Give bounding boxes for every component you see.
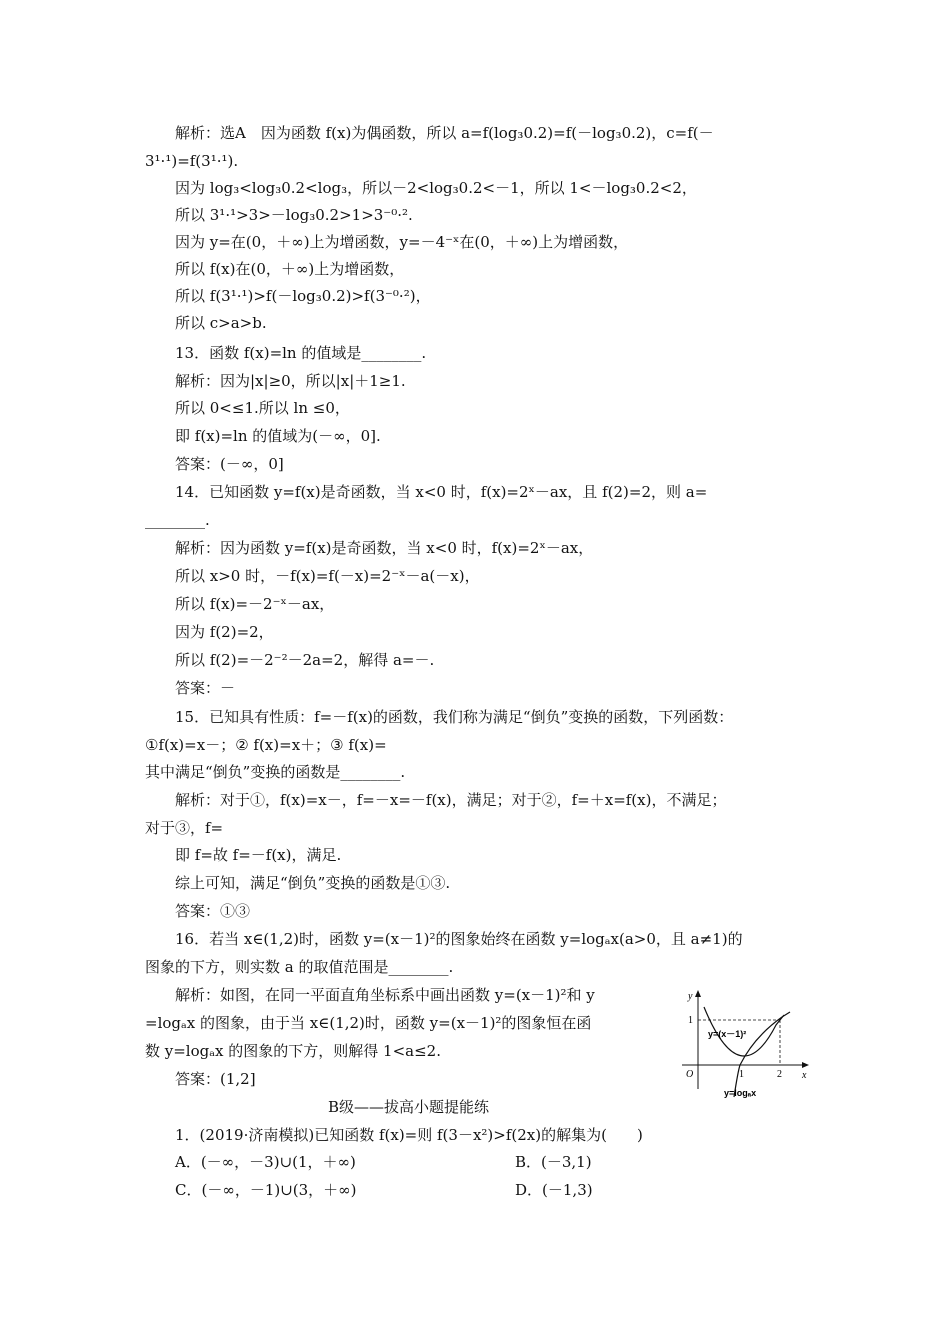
text-line: 即 f(x)=ln 的值域为(－∞，0]. [175, 427, 381, 445]
text-line: 因为 f(2)=2， [175, 623, 274, 641]
parabola-label: y=(x－1)² [708, 1029, 747, 1039]
text-line: 解析：因为|x|≥0，所以|x|＋1≥1. [175, 372, 406, 390]
text-line: 所以 f(x)=－2⁻ˣ－ax， [175, 595, 335, 613]
text-line: 解析：对于①，f(x)=x－，f=－x=－f(x)，满足；对于②，f=＋x=f(x)，不满足； [175, 791, 727, 809]
question-14: 14．已知函数 y=f(x)是奇函数，当 x<0 时，f(x)=2ˣ－ax，且 f(2)=2，则 a= [175, 483, 708, 501]
text-line: 解析：选A 因为函数 f(x)为偶函数，所以 a=f(log₃0.2)=f(－log₃0.2)，c=f(－ [175, 124, 714, 142]
text-line: 数 y=logₐx 的图象的下方，则解得 1<a≤2. [145, 1042, 441, 1060]
text-line: =logₐx 的图象，由于当 x∈(1,2)时，函数 y=(x－1)²的图象恒在函 [145, 1014, 592, 1032]
option-d: D．(－1,3) [515, 1181, 593, 1199]
text-line: 图象的下方，则实数 a 的取值范围是________. [145, 958, 454, 976]
text-line: 所以 0<≤1.所以 ln ≤0， [175, 399, 350, 417]
question-1: 1．(2019·济南模拟)已知函数 f(x)=则 f(3－x²)>f(2x)的解集为( ) [175, 1126, 643, 1144]
text-line: 对于③，f= [145, 819, 224, 837]
text-line: 所以 x>0 时，－f(x)=f(－x)=2⁻ˣ－a(－x)， [175, 567, 480, 585]
log-curve-label: y=logₐx [724, 1088, 757, 1098]
text-line: 3¹·¹)=f(3¹·¹). [145, 152, 239, 170]
x-axis-label: x [802, 1070, 807, 1081]
answer: 答案：(－∞，0] [175, 455, 284, 473]
origin-label: O [686, 1069, 694, 1080]
function-graph-figure [672, 985, 812, 1100]
question-15: 15．已知具有性质：f=－f(x)的函数，我们称为满足“倒负”变换的函数，下列函数： [175, 708, 734, 726]
text-line: 综上可知，满足“倒负”变换的函数是①③. [175, 874, 451, 892]
answer: 答案：①③ [175, 902, 251, 920]
text-line: 解析：如图，在同一平面直角坐标系中画出函数 y=(x－1)²和 y [175, 986, 595, 1004]
option-c: C．(－∞，－1)∪(3，＋∞) [175, 1181, 357, 1199]
y-tick-label: 1 [688, 1015, 693, 1026]
text-line: 所以 f(2)=－2⁻²－2a=2，解得 a=－. [175, 651, 435, 669]
text-line: ________. [145, 511, 210, 529]
text-line: 所以 c>a>b. [175, 314, 267, 332]
answer: 答案：－ [175, 679, 236, 697]
answer: 答案：(1,2] [175, 1070, 256, 1088]
text-line: 即 f=故 f=－f(x)，满足. [175, 846, 342, 864]
x-axis-arrow [802, 1062, 809, 1068]
section-heading: B级——拔高小题提能练 [328, 1098, 490, 1116]
text-line: 其中满足“倒负”变换的函数是________. [145, 763, 406, 781]
question-16: 16．若当 x∈(1,2)时，函数 y=(x－1)²的图象始终在函数 y=logₐx(a>0，且 a≠1)的 [175, 930, 743, 948]
text-line: 所以 f(x)在(0，＋∞)上为增函数， [175, 260, 405, 278]
text-line: 因为 log₃<log₃0.2<log₃，所以－2<log₃0.2<－1，所以 1<－log₃0.2<2， [175, 179, 697, 197]
text-line: 解析：因为函数 y=f(x)是奇函数，当 x<0 时，f(x)=2ˣ－ax， [175, 539, 594, 557]
text-line: 所以 f(3¹·¹)>f(－log₃0.2)>f(3⁻⁰·²)， [175, 287, 431, 305]
y-axis-arrow [695, 990, 701, 997]
text-line: 所以 3¹·¹>3>－log₃0.2>1>3⁻⁰·². [175, 206, 413, 224]
x-tick-label: 1 [739, 1069, 744, 1080]
text-line: ①f(x)=x－；② f(x)=x＋；③ f(x)= [145, 736, 387, 754]
option-b: B．(－3,1) [515, 1153, 592, 1171]
y-axis-label: y [688, 991, 693, 1002]
x-tick-label: 2 [777, 1069, 782, 1080]
text-line: 因为 y=在(0，＋∞)上为增函数，y=－4⁻ˣ在(0，＋∞)上为增函数， [175, 233, 629, 251]
question-13: 13．函数 f(x)=ln 的值域是________. [175, 344, 427, 362]
option-a: A．(－∞，－3)∪(1，＋∞) [175, 1153, 356, 1171]
log-curve [734, 1012, 790, 1097]
